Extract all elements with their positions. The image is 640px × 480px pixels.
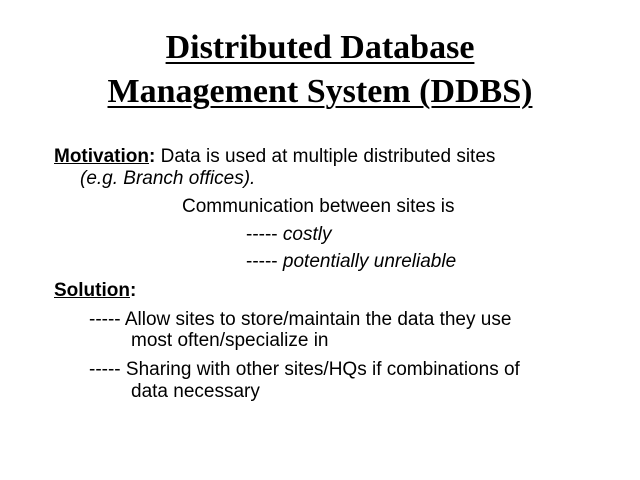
slide-title-line-2: Management System (DDBS) [107,73,533,110]
motivation-colon: : [149,146,156,167]
communication-text: Communication between sites is [182,196,455,217]
issue-costly-line [246,223,332,247]
issue-unreliable: potentially unreliable [282,251,457,272]
solution-point-2-line-2: data necessary [131,381,260,402]
solution-colon: : [129,280,137,301]
dash-marker: ----- [246,251,278,272]
slide-title-line-1: Distributed Database [165,29,475,66]
dash-marker: ----- [89,309,121,330]
solution-heading [54,279,136,303]
dash-marker: ----- [246,224,278,245]
solution-point-1-line-2: most often/specialize in [131,330,329,351]
solution-point-2-line-1 [89,358,520,382]
issue-unreliable-line [246,250,456,274]
motivation-line [54,145,495,169]
dash-marker: ----- [89,359,121,380]
motivation-text: Data is used at multiple distributed sites [160,146,496,167]
motivation-label: Motivation [54,146,149,167]
solution-label: Solution [54,280,130,301]
motivation-example: (e.g. Branch offices). [80,168,256,189]
solution-point-1-text: Allow sites to store/maintain the data they use [124,309,512,330]
issue-costly: costly [282,224,332,245]
solution-point-2-text: Sharing with other sites/HQs if combinations of [125,359,520,380]
